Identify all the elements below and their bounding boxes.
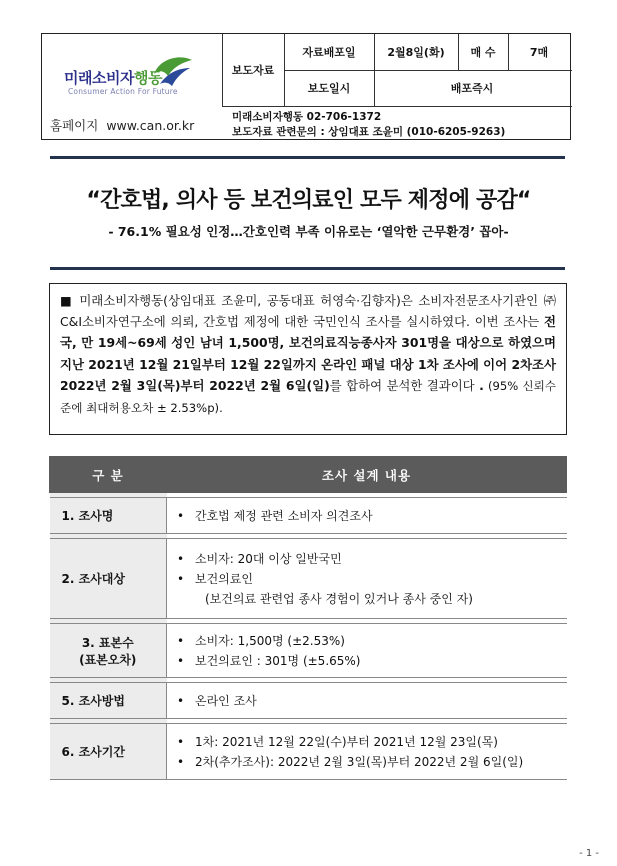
row-key: 5. 조사방법 [50, 683, 167, 719]
survey-design-table [49, 456, 567, 780]
list-item: • 소비자: 1,500명 (±2.53%) [177, 633, 345, 648]
table-row [50, 498, 567, 534]
list-item: • 보건의료인 [177, 571, 253, 586]
row-key: 1. 조사명 [50, 498, 167, 534]
table-row [50, 624, 567, 678]
homepage-url[interactable]: www.can.or.kr [106, 118, 195, 133]
logo-wordmark: 미래소비자행동 [64, 69, 162, 87]
page-subtitle: - 76.1% 필요성 인정…간호인력 부족 이유로는 ‘열악한 근무환경’ 꼽아- [108, 224, 509, 239]
list-item-note: (보건의료 관련업 종사 경험이 있거나 종사 중인 자) [205, 591, 473, 606]
list-item: • 온라인 조사 [177, 693, 257, 708]
homepage-label: 홈페이지 [50, 118, 99, 133]
table-row [50, 683, 567, 719]
homepage-line [50, 116, 194, 134]
page-number: - 1 - [579, 848, 599, 859]
list-item: • 소비자: 20대 이상 일반국민 [177, 551, 342, 566]
table-header-row [50, 457, 567, 493]
column-header-content: 조사 설계 내용 [167, 457, 567, 493]
pages-value: 7매 [529, 46, 549, 59]
list-item: • 보건의료인 : 301명 (±5.65%) [177, 653, 361, 668]
logo-area [42, 34, 222, 139]
list-item: • 1차: 2021년 12월 22일(수)부터 2021년 12월 23일(목) [177, 734, 498, 749]
table-row [50, 539, 567, 619]
page-title: “간호법, 의사 등 보건의료인 모두 제정에 공감“ [86, 188, 531, 213]
org-contact: 미래소비자행동 02-706-1372 [232, 111, 382, 123]
table-row [50, 724, 567, 780]
logo-tagline: Consumer Action For Future [68, 87, 178, 96]
distribution-date-value: 2월8일(화) [387, 46, 445, 59]
report-time-label: 보도일시 [307, 82, 351, 95]
row-key: 2. 조사대상 [50, 539, 167, 619]
press-release-label: 보도자료 [231, 64, 275, 77]
square-bullet-icon: ■ [60, 293, 74, 308]
list-item: • 간호법 제정 관련 소비자 의견조사 [177, 508, 373, 523]
title-rule-bottom [50, 267, 565, 270]
intro-box [49, 283, 567, 435]
press-header-table [41, 33, 571, 140]
press-inquiry: 보도자료 관련문의 : 상임대표 조윤미 (010-6205-9263) [232, 126, 506, 138]
intro-paragraph: ■ 미래소비자행동(상임대표 조윤미, 공동대표 허영숙·김향자)은 소비자전문조사기관인 ㈜C&I소비자연구소에 의뢰, 간호법 제정에 대한 국민인식 조사를 실시하였다. 이번 조사는 전국, 만 19세~69세 성인 남녀 1,500명, 보건의료직능종사자 301명을 대상으로 하였으며 지난 2021년 12월 21일부터 12월 22일까지 온라인 패널 대상 1차 조사에 이어 2차조사 2022년 2월 3일(목)부터 2022년 2월 6일(일)를 합하여 분석한 결과이다 . (95% 신뢰수준에 최대허용오차 ± 2.53%p). [60, 293, 557, 416]
title-rule-top [50, 156, 565, 159]
row-key: 3. 표본수 (표본오차) [50, 624, 167, 678]
report-time-value: 배포즉시 [450, 82, 494, 95]
pages-label: 매 수 [470, 46, 496, 59]
row-key: 6. 조사기간 [50, 724, 167, 780]
column-header-category: 구 분 [50, 457, 167, 493]
distribution-date-label: 자료배포일 [302, 46, 356, 59]
list-item: • 2차(추가조사): 2022년 2월 3일(목)부터 2022년 2월 6일(일) [177, 754, 524, 769]
